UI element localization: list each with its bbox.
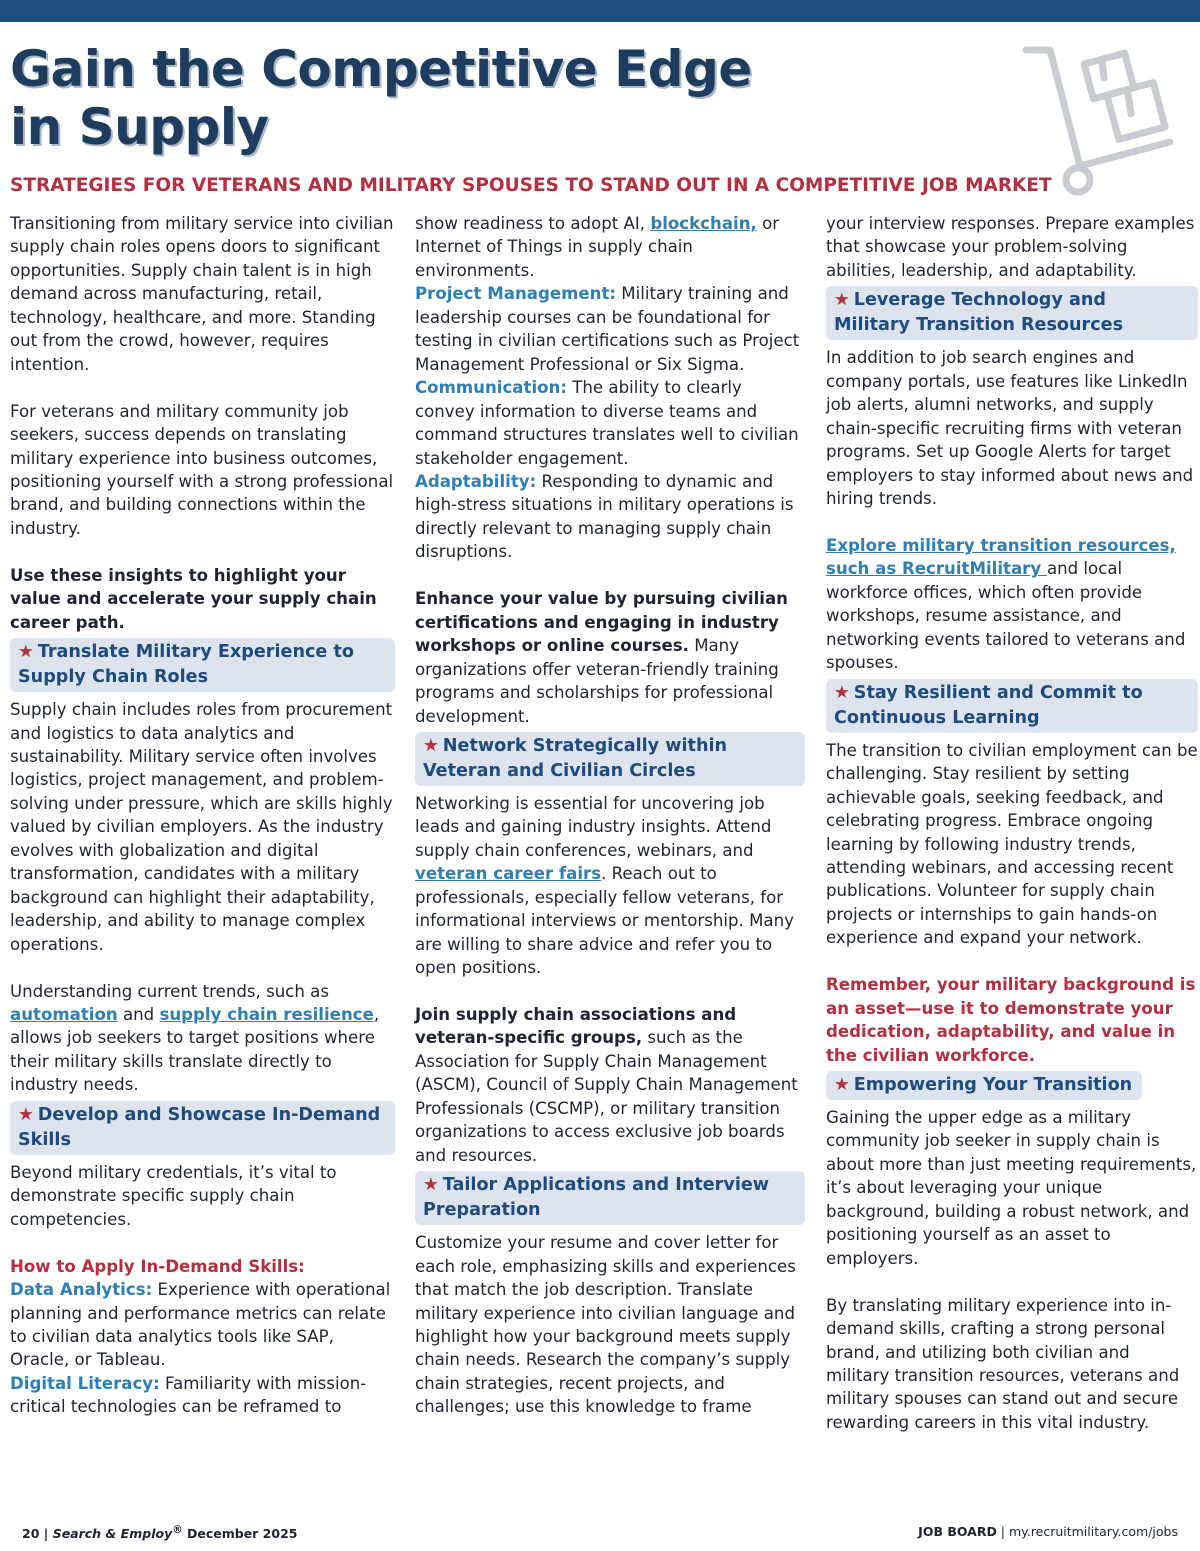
skill-text: Responding to dynamic and high-stress situations in military operations is directly relevant to managing supply chain disruptions. xyxy=(415,471,794,562)
section-6-paragraph-1: The transition to civilian employment can be challenging. Stay resilient by setting achievable goals, seeking feedback, and celebrating progress. Embrace ongoing learning by following industry trends, attending webinars, and accessing recent publications. Volunteer for supply chain projects or internships to gain hands-on experience and expand your network. xyxy=(826,740,1198,948)
text-run: and xyxy=(117,1005,160,1024)
text-run: and local workforce offices, which often provide workshops, resume assistance, and networking events tailored to veterans and spouses. xyxy=(826,559,1186,673)
section-heading-resilient xyxy=(826,679,1198,733)
section-heading-text: Leverage Technology and Military Transition Resources xyxy=(834,290,1124,336)
star-icon: ★ xyxy=(834,290,850,311)
enhance-paragraph xyxy=(415,587,805,728)
section-2-paragraph-1: Beyond military credentials, it’s vital to demonstrate specific supply chain competencies. xyxy=(10,1162,337,1229)
page-title xyxy=(10,40,1010,156)
skill-text: Military training and leadership courses can be foundational for testing in civilian certifications such as Project Management Professional or Six Sigma. xyxy=(415,284,800,374)
skill-adaptability xyxy=(415,470,805,564)
intro-paragraph-3: Use these insights to highlight your value and accelerate your supply chain career path. xyxy=(10,565,377,632)
section-heading-network xyxy=(415,732,805,786)
section-heading-text: Translate Military Experience to Supply Chain Roles xyxy=(18,642,354,688)
skill-communication xyxy=(415,376,805,470)
remember-callout: Remember, your military background is an asset—use it to demonstrate your dedication, adaptability, and value in the civilian workforce. xyxy=(826,975,1196,1065)
footer-job-board xyxy=(918,1524,1178,1539)
column-1 xyxy=(10,212,395,1419)
skill-data-analytics xyxy=(10,1278,395,1372)
section-heading-text: Stay Resilient and Commit to Continuous Learning xyxy=(834,682,1143,728)
top-color-bar xyxy=(0,0,1200,22)
subtitle: STRATEGIES FOR VETERANS AND MILITARY SPOUSES TO STAND OUT IN A COMPETITIVE JOB MARKET xyxy=(10,175,1052,196)
skill-digital-literacy xyxy=(10,1372,395,1419)
skill-project-management xyxy=(415,282,805,376)
skill-label: Project Management: xyxy=(415,284,617,304)
section-4-paragraph-1: Customize your resume and cover letter for each role, emphasizing skills and experiences that match the job description. Translate military experience into civilian language and highlight how your background meets supply chain needs. Research the company’s supply chain strategies, recent projects, and challenges; use this knowledge to frame xyxy=(415,1233,796,1417)
text-run: show readiness to adopt AI, xyxy=(415,214,651,233)
title-line-2: in Supply xyxy=(10,98,269,156)
text-run: Many organizations offer veteran-friendly training programs and scholarships for professional development. xyxy=(415,636,779,726)
column-2 xyxy=(415,212,805,1419)
section-heading-text: Tailor Applications and Interview Preparation xyxy=(423,1175,770,1221)
section-heading-empowering xyxy=(826,1071,1142,1100)
text-run: such as the Association for Supply Chain Management (ASCM), Council of Supply Chain Management Professionals (CSCMP), or military transition organizations to access exclusive job boards and resources. xyxy=(415,1028,798,1165)
star-icon: ★ xyxy=(18,642,34,663)
section-heading-skills xyxy=(10,1101,395,1155)
intro-paragraph-2: For veterans and military community job seekers, success depends on translating military experience into business outcomes, positioning yourself with a strong professional brand, and building connections within the industry. xyxy=(10,401,394,538)
section-1-paragraph-1: Supply chain includes roles from procurement and logistics to data analytics and sustainability. Military service often involves logistics, project management, and problem-solving under pressure, which are skills highly valued by civilian employers. As the industry evolves with globalization and digital transformation, candidates with a military background can highlight their adaptability, leadership, and ability to manage complex operations. xyxy=(10,700,393,954)
star-icon: ★ xyxy=(423,1175,439,1196)
join-paragraph xyxy=(415,1003,805,1167)
skill-label: Data Analytics: xyxy=(10,1280,153,1300)
section-5-paragraph-1: In addition to job search engines and company portals, use features like LinkedIn job alerts, alumni networks, and supply chain-specific recruiting firms with veteran programs. Set up Google Alerts for target employers to stay informed about news and hiring trends. xyxy=(826,348,1194,509)
section-7-paragraph-2: By translating military experience into in-demand skills, crafting a strong personal brand, and utilizing both civilian and military transition resources, veterans and military spouses can stand out and secure rewarding careers in this vital industry. xyxy=(826,1295,1180,1432)
separator: | xyxy=(39,1526,53,1542)
section-3-paragraph-1 xyxy=(415,792,805,980)
bold-lead: Join supply chain associations and veteran-specific groups, xyxy=(415,1005,737,1048)
how-to-apply-heading: How to Apply In-Demand Skills: xyxy=(10,1256,305,1276)
text-run: . Reach out to professionals, especially fellow veterans, for informational interviews or mentorship. Many are willing to share advice and refer you to open positions. xyxy=(415,864,794,978)
skill-text: The ability to clearly convey information to diverse teams and command structures translates well to civilian stakeholder engagement. xyxy=(415,378,799,468)
military-transition-resources-link[interactable]: Explore military transition resources, such as RecruitMilitary xyxy=(826,535,1176,579)
page-number: 20 xyxy=(22,1526,40,1542)
skill-label: Adaptability: xyxy=(415,471,537,491)
tailor-continued: your interview responses. Prepare examples that showcase your problem-solving abilities, leadership, and adaptability. xyxy=(826,214,1195,280)
text-run: Understanding current trends, such as xyxy=(10,981,329,1001)
bold-lead: Enhance your value by pursuing civilian certifications and engaging in industry workshops or online courses. xyxy=(415,589,788,656)
skill-text: Familiarity with mission-critical technologies can be reframed to xyxy=(10,1373,367,1417)
section-5-paragraph-2 xyxy=(826,534,1198,675)
magazine-name: Search & Employ xyxy=(52,1526,173,1542)
section-heading-text: Empowering Your Transition xyxy=(853,1075,1133,1096)
section-1-paragraph-2 xyxy=(10,980,395,1097)
skill-label: Communication: xyxy=(415,378,567,398)
skill-text: Experience with operational planning and performance metrics can relate to civilian data analytics tools like SAP, Oracle, or Tableau. xyxy=(10,1280,391,1370)
star-icon: ★ xyxy=(18,1104,34,1125)
column-3 xyxy=(826,212,1198,1434)
blockchain-link[interactable]: blockchain, xyxy=(650,214,757,233)
skill-label: Digital Literacy: xyxy=(10,1373,160,1393)
automation-link[interactable]: automation xyxy=(10,1005,118,1024)
star-icon: ★ xyxy=(834,1075,850,1096)
text-run: or Internet of Things in supply chain environments. xyxy=(415,214,780,280)
footer-page-info xyxy=(22,1524,297,1541)
intro-paragraph-1: Transitioning from military service into civilian supply chain roles opens doors to significant opportunities. Supply chain talent is in high demand across manufacturing, retail, technology, healthcare, and more. Standing out from the crowd, however, requires intention. xyxy=(10,214,394,374)
section-heading-text: Network Strategically within Veteran and Civilian Circles xyxy=(423,735,728,781)
job-board-label: JOB BOARD xyxy=(918,1524,997,1539)
issue-date: December 2025 xyxy=(182,1526,298,1542)
star-icon: ★ xyxy=(423,735,439,756)
supply-chain-resilience-link[interactable]: supply chain resilience xyxy=(159,1005,374,1024)
digital-literacy-continued xyxy=(415,212,805,282)
section-heading-technology xyxy=(826,286,1198,340)
veteran-career-fairs-link[interactable]: veteran career fairs xyxy=(415,864,602,884)
star-icon: ★ xyxy=(834,682,850,703)
section-heading-translate xyxy=(10,638,395,692)
section-heading-tailor xyxy=(415,1171,805,1225)
section-7-paragraph-1: Gaining the upper edge as a military community job seeker in supply chain is about more than just meeting requirements, it’s about leveraging your unique background, building a robust network, and positioning yourself as an asset to employers. xyxy=(826,1108,1197,1268)
text-run: Networking is essential for uncovering job leads and gaining industry insights. Attend supply chain conferences, webinars, and xyxy=(415,793,772,860)
separator: | xyxy=(996,1524,1009,1539)
title-line-1: Gain the Competitive Edge xyxy=(10,40,752,98)
job-board-url[interactable]: my.recruitmilitary.com/jobs xyxy=(1009,1524,1178,1539)
registered-mark: ® xyxy=(172,1524,183,1536)
section-heading-text: Develop and Showcase In-Demand Skills xyxy=(18,1104,381,1150)
text-run: , allows job seekers to target positions where their military skills translate directly to industry needs. xyxy=(10,1005,380,1095)
